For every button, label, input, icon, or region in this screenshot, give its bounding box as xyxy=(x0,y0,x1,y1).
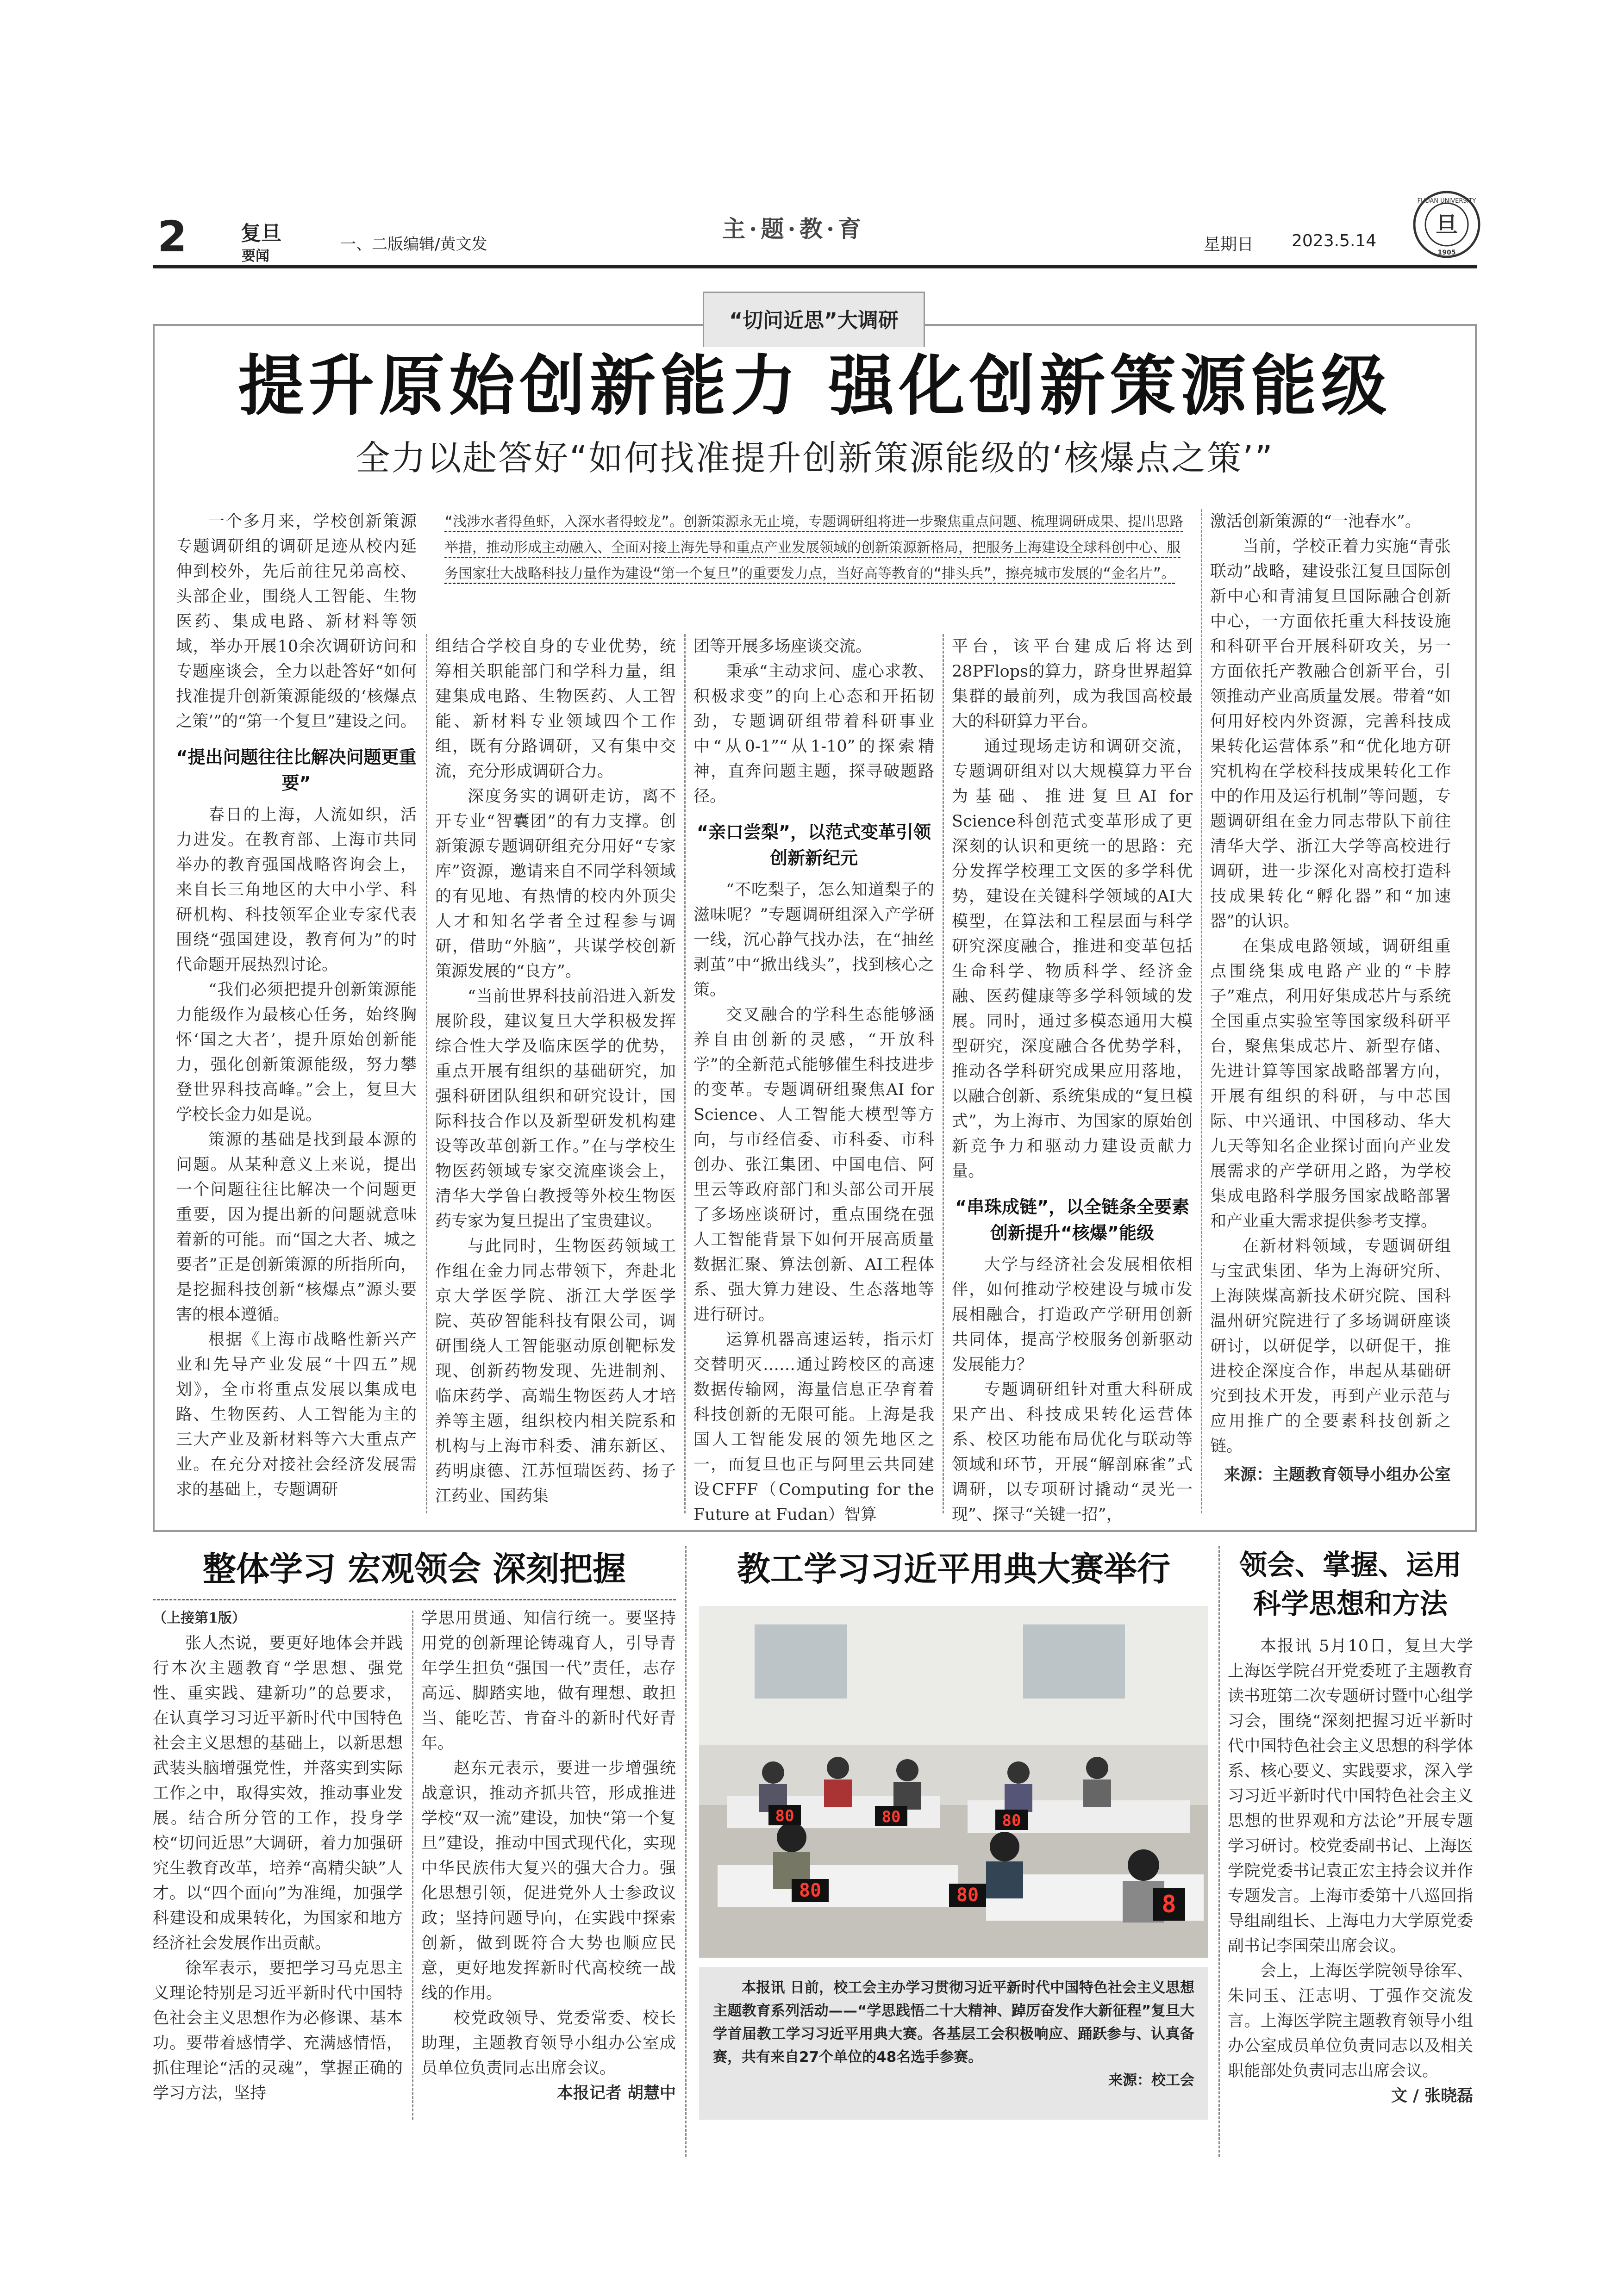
paragraph: “当前世界科技前沿进入新发展阶段，建议复旦大学积极发挥综合性大学及临床医学的优势，重点开展有组织的基础研究，加强科研团队组织和研究设计，国际科技合作以及新型研发机构建设等改革创新工作。”在与学校生物医药领域专家交流座谈会上，清华大学鲁白教授等外校生物医药专家为复旦提出了宝贵建议。 xyxy=(435,987,676,1231)
paragraph: 平台，该平台建成后将达到28PFlops的算力，跻身世界超算集群的最前列，成为我国高校最大的科研算力平台。 xyxy=(952,637,1193,731)
paragraph: “我们必须把提升创新策源能力能级作为最核心任务，始终胸怀‘国之大者’，提升原始创新能力，强化创新策源能级，努力攀登世界科技高峰。”会上，复旦大学校长金力如是说。 xyxy=(176,981,417,1124)
score-display: 80 xyxy=(775,1807,794,1825)
lead-pullquote: “浅涉水者得鱼虾，入深水者得蛟龙”。创新策源永无止境，专题调研组将进一步聚焦重点问题、梳理调研成果、提出思路举措，推动形成主动融入、全面对接上海先导和重点产业发展领域的创新策源新格局，把服务上海建设全球科创中心、服务国家壮大战略科技力量作为建设“第一个复旦”的重要发力点，当好高等教育的“排头兵”，擦亮城市发展的“金名片”。 xyxy=(444,514,1184,582)
lead-column-4 xyxy=(952,634,1193,1527)
lead-column-5 xyxy=(1210,509,1451,1487)
article3-source: 来源：校工会 xyxy=(1108,2072,1194,2089)
column-divider xyxy=(426,634,427,1513)
paragraph: 当前，学校正着力实施“青张联动”战略，建设张江复旦国际创新中心和青浦复旦国际融合创新中心，一方面依托重大科技设施和科研平台开展科研攻关，另一方面依托产教融合创新平台，引领推动产业高质量发展。带着“如何用好校内外资源，完善科技成果转化运营体系”和“优化地方研究机构在学校科技成果转化工作中的作用及运行机制”等问题，专题调研组在金力同志带队下前往清华大学、浙江大学等高校进行调研，进一步深化对高校打造科技成果转化“孵化器”和“加速器”的认识。 xyxy=(1210,537,1451,931)
lead-column-1 xyxy=(176,509,417,1502)
lead-source: 来源：主题教育领导小组办公室 xyxy=(1224,1466,1451,1484)
issue-date: 2023.5.14 xyxy=(1292,231,1377,250)
paragraph: 一个多月来，学校创新策源专题调研组的调研足迹从校内延伸到校外，先后前往兄弟高校、头部企业，围绕人工智能、生物医药、集成电路、新材料等领域，举办开展10余次调研访问和专题座谈会，全力以赴答好“如何找准提升创新策源能级的‘核爆点之策’”的“第一个复旦”建设之问。 xyxy=(176,512,417,731)
score-display: 8 xyxy=(1162,1891,1176,1918)
svg-text:旦: 旦 xyxy=(1435,212,1458,238)
score-display: 80 xyxy=(956,1885,979,1906)
paragraph: 学思用贯通、知信行统一。要坚持用党的创新理论铸魂育人，引导青年学生担负“强国一代”责任，志存高远、脚踏实地，做有理想、敢担当、能吃苦、肯奋斗的新时代好青年。 xyxy=(421,1609,676,1753)
paragraph: 根据《上海市战略性新兴产业和先导产业发展“十四五”规划》，全市将重点发展以集成电路、生物医药、人工智能为主的三大产业及新材料等六大重点产业。在充分对接社会经济发展需求的基础上，专题调研 xyxy=(176,1331,417,1499)
page-number: 2 xyxy=(157,212,187,261)
article3-headline: 教工学习习近平用典大赛举行 xyxy=(737,1549,1170,1588)
column-divider xyxy=(412,1611,413,2120)
article2-column-1 xyxy=(153,1606,403,2106)
subhead-3: “串珠成链”，以全链条全要素创新提升“核爆”能级 xyxy=(955,1197,1189,1243)
paragraph: 本报讯 5月10日，复旦大学上海医学院召开党委班子主题教育读书班第二次专题研讨暨中心组学习会，围绕“深刻把握习近平新时代中国特色社会主义思想的科学体系、核心要义、实践要求，深入学习习近平新时代中国特色社会主义思想的世界观和方法论”开展专题学习研讨。校党委副书记、上海医学院党委书记袁正宏主持会议并作专题发言。上海市委第十八巡回指导组副组长、上海电力大学原党委副书记李国荣出席会议。 xyxy=(1228,1637,1473,1955)
article3-caption: 本报讯 日前，校工会主办学习贯彻习近平新时代中国特色社会主义思想主题教育系列活动——“学思践悟二十大精神、踔厉奋发作大新征程”复旦大学首届教工学习习近平用典大赛。各基层工会积极响应、踊跃参与、认真备赛，共有来自27个单位的48名选手参赛。 xyxy=(713,1979,1194,2066)
paragraph: 张人杰说，要更好地体会并践行本次主题教育“学思想、强党性、重实践、建新功”的总要求，在认真学习习近平新时代中国特色社会主义思想的基础上，以新思想武装头脑增强党性，并落实到实际工作之中，取得实效，推动事业发展。结合所分管的工作，投身学校“切问近思”大调研，着力加强研究生教育改革，培养“高精尖缺”人才。以“四个面向”为准绳，加强学科建设和成果转化，为国家和地方经济社会发展作出贡献。 xyxy=(153,1634,403,1953)
paragraph: 与此同时，生物医药领域工作组在金力同志带领下，奔赴北京大学医学院、浙江大学医学院、英矽智能科技有限公司，调研围绕人工智能驱动原创靶标发现、创新药物发现、先进制剂、临床药学、高端生物医药人才培养等主题，组织校内相关院系和机构与上海市科委、浦东新区、药明康德、江苏恒瑞医药、扬子江药业、国药集 xyxy=(435,1237,676,1506)
score-display: 80 xyxy=(881,1808,901,1826)
paragraph: 组结合学校自身的专业优势，统筹相关职能部门和学科力量，组建集成电路、生物医药、人工智能、新材料专业领域四个工作组，既有分路调研，又有集中交流，充分形成调研合力。 xyxy=(435,637,676,781)
column-title: 主·题·教·育 xyxy=(722,215,865,243)
paragraph: 在新材料领域，专题调研组与宝武集团、华为上海研究所、上海陕煤高新技术研究院、国科温州研究院进行了多场调研座谈研讨，以研促学，以研促干，推进校企深度合作，串起从基础研究到技术开发，再到产业示范与应用推广的全要素科技创新之链。 xyxy=(1210,1237,1451,1456)
section-divider xyxy=(685,1546,687,2157)
paragraph: 专题调研组针对重大科研成果产出、科技成果转化运营体系、校区功能布局优化与联动等领域和环节，开展“解剖麻雀”式调研，以专项研讨撬动“灵光一现”、探寻“关键一招”， xyxy=(952,1381,1193,1524)
paragraph: “不吃梨子，怎么知道梨子的滋味呢？”专题调研组深入产学研一线，沉心静气找办法，在“抽丝剥茧”中“掀出线头”，找到核心之策。 xyxy=(693,881,934,999)
paragraph: 团等开展多场座谈交流。 xyxy=(693,637,872,656)
paragraph: 在集成电路领域，调研组重点围绕集成电路产业的“卡脖子”难点，利用好集成芯片与系统全国重点实验室等国家级科研平台，聚焦集成芯片、新型存储、先进计算等国家战略部署方向，开展有组织的科研，与中芯国际、中兴通讯、中国移动、华大九天等知名企业探讨面向产业发展需求的产学研用之路，为学校集成电路科学服务国家战略部署和产业重大需求提供参考支撑。 xyxy=(1210,937,1451,1231)
lead-headline: 提升原始创新能力 强化创新策源能级 xyxy=(238,348,1392,424)
paragraph: 大学与经济社会发展相依相伴，如何推动学校建设与城市发展相融合，打造政产学研用创新共同体，提高学校服务创新驱动发展能力？ xyxy=(952,1256,1193,1374)
paragraph: 运算机器高速运转，指示灯交替明灭……通过跨校区的高速数据传输网，海量信息正孕育着科技创新的无限可能。上海是我国人工智能发展的领先地区之一，而复旦也正与阿里云共同建设CFFF（Computing for the Future at Fudan）智算 xyxy=(693,1331,934,1524)
subhead-2: “亲口尝梨”，以范式变革引领创新新纪元 xyxy=(697,822,931,868)
score-display: 80 xyxy=(1002,1811,1021,1830)
subhead-1: “提出问题往往比解决问题更重要” xyxy=(176,747,417,793)
article4-body xyxy=(1228,1634,1473,2109)
article4-headline: 领会、掌握、运用科学思想和方法 xyxy=(1239,1549,1462,1620)
column-divider xyxy=(943,634,944,1513)
article2-byline: 本报记者 胡慧中 xyxy=(556,2084,676,2103)
article2-column-2 xyxy=(421,1606,676,2106)
article4-byline: 文 / 张晓磊 xyxy=(1391,2087,1473,2105)
paragraph: 徐军表示，要把学习马克思主义理论特别是习近平新时代中国特色社会主义思想作为必修课、基本功。要带着感情学、充满感情悟，抓住理论“活的灵魂”，掌握正确的学习方法，坚持 xyxy=(153,1959,403,2103)
paragraph: 秉承“主动求问、虚心求教、积极求变”的向上心态和开拓韧劲，专题调研组带着科研事业中“从0-1”“从1-10”的探索精神，直奔问题主题，探寻破题路径。 xyxy=(693,662,934,806)
paragraph: 会上，上海医学院领导徐军、朱同玉、汪志明、丁强作交流发言。上海医学院主题教育领导小组办公室成员单位负责同志以及相关职能部处负责同志出席会议。 xyxy=(1228,1962,1473,2080)
article2-headline: 整体学习 宏观领会 深刻把握 xyxy=(202,1549,626,1588)
paragraph: 激活创新策源的“一池春水”。 xyxy=(1210,512,1421,531)
contest-photo xyxy=(699,1606,1208,1958)
paragraph: 交叉融合的学科生态能够涵养自由创新的灵感，“开放科学”的全新范式能够催生科技进步的变革。专题调研组聚焦AI for Science、人工智能大模型等方向，与市经信委、市科委、市科创办、张江集团、中国电信、阿里云等政府部门和头部公司开展了多场座谈研讨，重点围绕在强人工智能背景下如何开展高质量数据汇聚、算法创新、AI工程体系、强大算力建设、生态落地等进行研讨。 xyxy=(693,1006,934,1324)
lead-column-2 xyxy=(435,634,676,1509)
kicker-tab xyxy=(703,292,925,347)
score-display: 80 xyxy=(799,1880,822,1901)
paragraph: 赵东元表示，要进一步增强统战意识，推动齐抓共管，形成推进学校“双一流”建设，加快“第一个复旦”建设，推动中国式现代化，实现中华民族伟大复兴的强大合力。强化思想引领，促进党外人士参政议政；坚持问题导向，在实践中探索创新，做到既符合大势也顺应民意，更好地发挥新时代高校统一战线的作用。 xyxy=(421,1759,676,2003)
header-rule xyxy=(153,265,1477,268)
article3-caption-box xyxy=(699,1967,1208,2120)
headline-rule xyxy=(153,1599,676,1600)
column-divider xyxy=(684,634,686,1513)
paragraph: 校党政领导、党委常委、校长助理，主题教育领导小组办公室成员单位负责同志出席会议。 xyxy=(421,2009,676,2078)
paper-name: 复旦 xyxy=(241,222,281,245)
paragraph: 通过现场走访和调研交流，专题调研组对以大规模算力平台为基础、推进复旦AI for Science科创范式变革形成了更深刻的认识和更统一的思路：充分发挥学校理工文医的多学科优势，建设在关键科学领域的AI大模型，在算法和工程层面与科学研究深度融合，推进和变革包括生命科学、物质科学、经济金融、医药健康等多学科领域的发展。同时，通过多模态通用大模型研究，深度融合各优势学科，推动各学科研究成果应用落地，以融合创新、系统集成的“复旦模式”，为上海市、为国家的原始创新竞争力和驱动力建设贡献力量。 xyxy=(952,737,1193,1181)
lead-kicker: “切问近思”大调研 xyxy=(729,309,899,332)
university-seal-icon xyxy=(1412,190,1481,259)
paragraph: 深度务实的调研走访，离不开专业“智囊团”的有力支撑。创新策源专题调研组充分用好“专家库”资源，邀请来自不同学科领域的有见地、有热情的校内外顶尖人才和知名学者全过程参与调研，借助“外脑”，共谋学校创新策源发展的“良方”。 xyxy=(435,787,676,981)
svg-text:FUDAN UNIVERSITY: FUDAN UNIVERSITY xyxy=(1417,198,1476,205)
lead-subtitle: 全力以赴答好“如何找准提升创新策源能级的‘核爆点之策’” xyxy=(356,438,1274,478)
column-divider xyxy=(1201,509,1202,1513)
editor-line: 一、二版编辑/黄文发 xyxy=(340,235,487,254)
continued-note: （上接第1版） xyxy=(153,1610,246,1626)
lead-column-3 xyxy=(693,634,934,1527)
section-divider xyxy=(1218,1546,1220,2157)
weekday: 星期日 xyxy=(1204,235,1254,254)
section-name: 要闻 xyxy=(242,248,269,264)
paragraph: 春日的上海，人流如织，活力进发。在教育部、上海市共同举办的教育强国战略咨询会上，来自长三角地区的大中小学、科研机构、科技领军企业专家代表围绕“强国建设，教育何为”的时代命题开展热烈讨论。 xyxy=(176,806,417,974)
svg-text:1905: 1905 xyxy=(1437,249,1456,256)
paragraph: 策源的基础是找到最本源的问题。从某种意义上来说，提出一个问题往往比解决一个问题更重要，因为提出新的问题就意味着新的可能。而“国之大者、城之要者”正是创新策源的所指所向，是挖掘科技创新“核爆点”源头要害的根本遵循。 xyxy=(176,1131,417,1324)
